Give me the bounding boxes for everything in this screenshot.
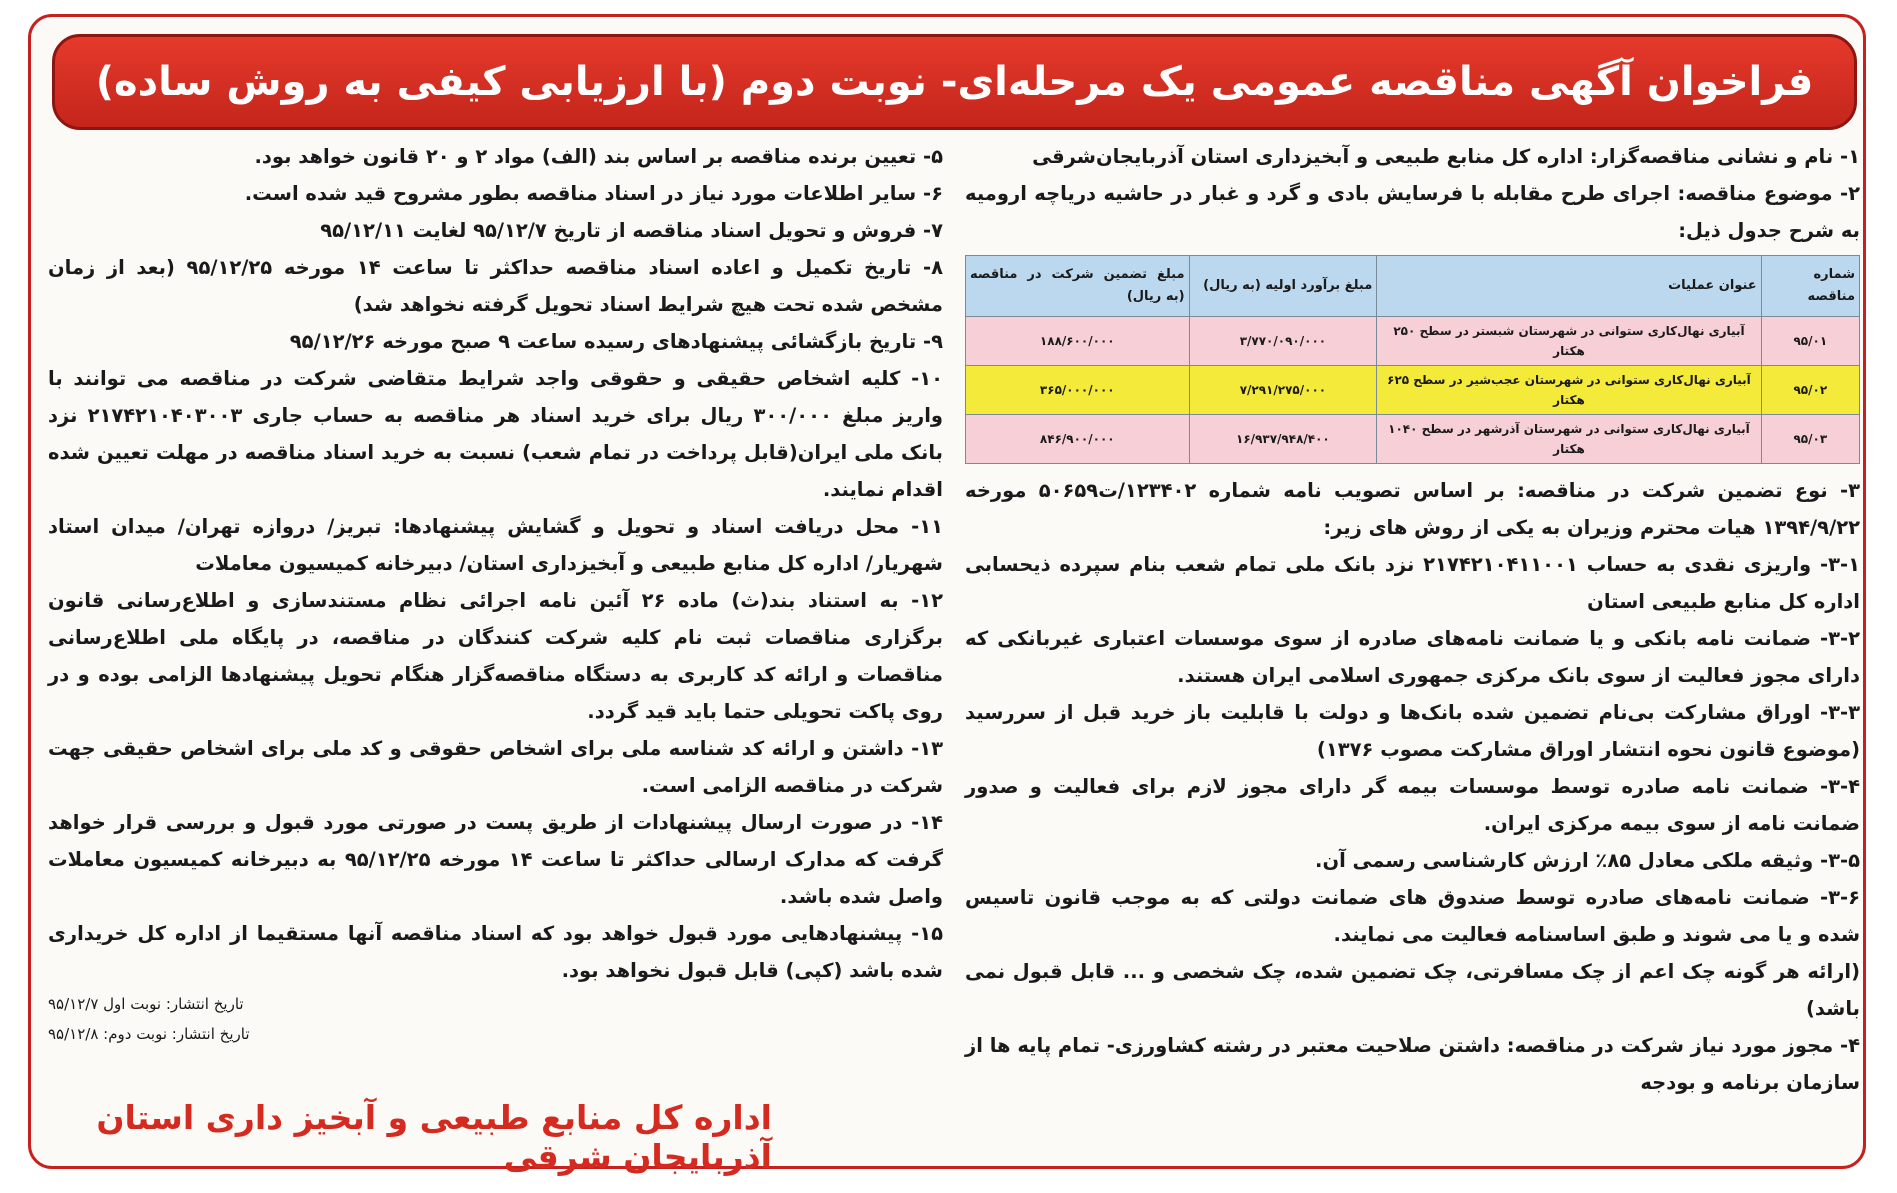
table-cell: آبیاری نهال‌کاری ستوانی در شهرستان آذرشهر در سطح ۱۰۴۰ هکتار bbox=[1377, 415, 1761, 464]
item-15: ۱۵- پیشنهادهایی مورد قبول خواهد بود که اسناد مناقصه آنها مستقیما از اداره کل خریداری شده باشد (کپی) قابل قبول نخواهد بود. bbox=[48, 922, 943, 982]
table-cell: آبیاری نهال‌کاری ستوانی در شهرستان شبستر در سطح ۲۵۰ هکتار bbox=[1377, 317, 1761, 366]
table-cell: ۹۵/۰۳ bbox=[1761, 415, 1859, 464]
item-12: ۱۲- به استناد بند(ث) ماده ۲۶ آئین نامه اجرائی نظام مستندسازی و اطلاع‌رسانی قانون برگزاری مناقصات ثبت نام کلیه شرکت کنندگان در مناقصه، در پایگاه ملی اطلاع‌رسانی مناقصات و ارائه کد کاربری به دستگاه مناقصه‌گزار هنگام تحویل پیشنهادها الزامی بوده و در روی پاکت تحویلی حتما باید قید گردد. bbox=[48, 589, 943, 723]
item-3-4: ۳-۴- ضمانت نامه صادره توسط موسسات بیمه گر دارای مجوز لازم برای فعالیت و صدور ضمانت نامه از سوی بیمه مرکزی ایران. bbox=[965, 775, 1860, 835]
table-cell: آبیاری نهال‌کاری ستوانی در شهرستان عجب‌شیر در سطح ۶۲۵ هکتار bbox=[1377, 366, 1761, 415]
item-1: ۱- نام و نشانی مناقصه‌گزار: اداره کل منابع طبیعی و آبخیزداری استان آذربایجان‌شرقی bbox=[1032, 145, 1860, 168]
item-2: ۲- موضوع مناقصه: اجرای طرح مقابله با فرسایش بادی و گرد و غبار در حاشیه دریاچه ارومیه به شرح جدول ذیل: bbox=[965, 182, 1860, 242]
table-header-number: شماره مناقصه bbox=[1761, 256, 1859, 317]
table-row bbox=[966, 317, 1860, 366]
table-cell: ۱۸۸/۶۰۰/۰۰۰ bbox=[966, 317, 1190, 366]
item-11: ۱۱- محل دریافت اسناد و تحویل و گشایش پیشنهادها: تبریز/ دروازه تهران/ میدان استاد شهریار/ اداره کل منابع طبیعی و آبخیزداری استان/ دبیرخانه کمیسیون معاملات bbox=[48, 515, 943, 575]
item-4: ۴- مجوز مورد نیاز شرکت در مناقصه: داشتن صلاحیت معتبر در رشته کشاورزی- تمام پایه ها از سازمان برنامه و بودجه bbox=[965, 1034, 1860, 1094]
table-cell: ۳۶۵/۰۰۰/۰۰۰ bbox=[966, 366, 1190, 415]
right-column bbox=[965, 138, 1860, 1101]
tender-table bbox=[965, 255, 1860, 464]
table-header-estimate: مبلغ برآورد اولیه (به ریال) bbox=[1189, 256, 1377, 317]
item-10: ۱۰- کلیه اشخاص حقیقی و حقوقی واجد شرایط متقاضی شرکت در مناقصه می توانند با واریز مبلغ ۳۰۰/۰۰۰ ریال برای خرید اسناد هر مناقصه به حساب جاری ۲۱۷۴۲۱۰۴۰۳۰۰۳ نزد بانک ملی ایران(قابل پرداخت در تمام شعب) نسبت به خرید اسناد مناقصه در مهلت تعیین شده اقدام نمایند. bbox=[48, 367, 944, 501]
item-9: ۹- تاریخ بازگشائی پیشنهادهای رسیده ساعت ۹ صبح مورخه ۹۵/۱۲/۲۶ bbox=[289, 330, 943, 353]
item-6: ۶- سایر اطلاعات مورد نیاز در اسناد مناقصه بطور مشروح قید شده است. bbox=[244, 182, 943, 205]
item-13: ۱۳- داشتن و ارائه کد شناسه ملی برای اشخاص حقوقی و کد ملی برای اشخاص حقیقی جهت شرکت در مناقصه الزامی است. bbox=[48, 737, 943, 797]
item-3-3: ۳-۳- اوراق مشارکت بی‌نام تضمین شده بانک‌ها و دولت با قابلیت باز خرید قبل از سررسید (موضوع قانون نحوه انتشار اوراق مشارکت مصوب ۱۳۷۶) bbox=[965, 701, 1860, 761]
publish-date-first: تاریخ انتشار: نوبت اول ۹۵/۱۲/۷ bbox=[48, 995, 244, 1013]
table-header-guarantee: مبلغ تضمین شرکت در مناقصه (به ریال) bbox=[966, 256, 1190, 317]
table-row bbox=[966, 366, 1860, 415]
item-7: ۷- فروش و تحویل اسناد مناقصه از تاریخ ۹۵/۱۲/۷ لغایت ۹۵/۱۲/۱۱ bbox=[320, 219, 943, 242]
item-3-5: ۳-۵- وثیقه ملکی معادل ۸۵٪ ارزش کارشناسی رسمی آن. bbox=[1315, 849, 1860, 872]
cheque-note: (ارائه هر گونه چک اعم از چک مسافرتی، چک تضمین شده، چک شخصی و ... قابل قبول نمی باشد) bbox=[965, 960, 1860, 1020]
table-cell: ۷/۲۹۱/۲۷۵/۰۰۰ bbox=[1189, 366, 1377, 415]
item-3-6: ۳-۶- ضمانت نامه‌های صادره توسط صندوق های ضمانت دولتی که به موجب قانون تاسیس شده و یا می شوند و طبق اساسنامه فعالیت می نمایند. bbox=[965, 886, 1860, 946]
item-5: ۵- تعیین برنده مناقصه بر اساس بند (الف) مواد ۲ و ۲۰ قانون خواهد بود. bbox=[254, 145, 943, 168]
item-3-2: ۳-۲- ضمانت نامه بانکی و یا ضمانت نامه‌های صادره از سوی موسسات اعتباری غیربانکی که دارای مجوز فعالیت از سوی بانک مرکزی جمهوری اسلامی ایران هستند. bbox=[965, 627, 1860, 687]
notice-title: فراخوان آگهی مناقصه عمومی یک مرحله‌ای- نوبت دوم (با ارزیابی کیفی به روش ساده) bbox=[52, 34, 1857, 130]
issuer-signature: اداره کل منابع طبیعی و آبخیز داری استان آذربایجان شرقی bbox=[96, 1098, 772, 1176]
table-row bbox=[966, 415, 1860, 464]
table-cell: ۳/۷۷۰/۰۹۰/۰۰۰ bbox=[1189, 317, 1377, 366]
item-8: ۸- تاریخ تکمیل و اعاده اسناد مناقصه حداکثر تا ساعت ۱۴ مورخه ۹۵/۱۲/۲۵ (بعد از زمان مشخص شده تحت هیچ شرایط اسناد تحویل گرفته نخواهد شد) bbox=[48, 256, 943, 316]
table-cell: ۹۵/۰۲ bbox=[1761, 366, 1859, 415]
table-cell: ۱۶/۹۳۷/۹۴۸/۴۰۰ bbox=[1189, 415, 1377, 464]
table-cell: ۹۵/۰۱ bbox=[1761, 317, 1859, 366]
item-14: ۱۴- در صورت ارسال پیشنهادات از طریق پست در صورتی مورد قبول و بررسی قرار خواهد گرفت که مدارک ارسالی حداکثر تا ساعت ۱۴ مورخه ۹۵/۱۲/۲۵ به دبیرخانه کمیسیون معاملات واصل شده باشد. bbox=[48, 811, 943, 908]
table-header-title: عنوان عملیات bbox=[1377, 256, 1761, 317]
left-column bbox=[48, 138, 943, 1049]
item-3-1: ۳-۱- واریزی نقدی به حساب ۲۱۷۴۲۱۰۴۱۱۰۰۱ نزد بانک ملی تمام شعب بنام سپرده ذیحسابی اداره کل منابع طبیعی استان bbox=[965, 553, 1860, 613]
item-3: ۳- نوع تضمین شرکت در مناقصه: بر اساس تصویب نامه شماره ۱۲۳۴۰۲/ت۵۰۶۵۹ مورخه ۱۳۹۴/۹/۲۲ هیات محترم وزیران به یکی از روش های زیر: bbox=[965, 479, 1860, 539]
table-cell: ۸۴۶/۹۰۰/۰۰۰ bbox=[966, 415, 1190, 464]
publish-date-second: تاریخ انتشار: نوبت دوم: ۹۵/۱۲/۸ bbox=[48, 1025, 250, 1043]
